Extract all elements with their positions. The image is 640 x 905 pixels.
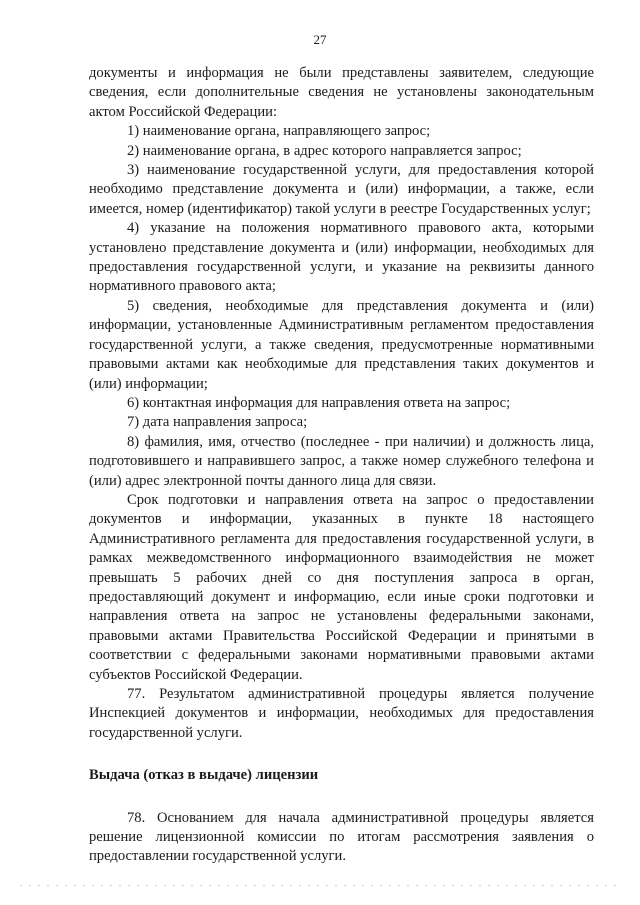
list-item-7: 7) дата направления запроса; bbox=[127, 414, 308, 431]
scan-artifact-line bbox=[20, 885, 620, 886]
list-item-8: 8) фамилия, имя, отчество (последнее - при наличии) и должность лица, подготовившего и направившего запрос, а также номер служебного телефона и (или) адрес электронной почты данного лица для связи. bbox=[89, 433, 594, 489]
list-item-3: 3) наименование государственной услуги, для предоставления которой необходимо представление документа и (или) информации, а также, если имеется, номер (идентификатор) такой услуги в реестре Государственных услуг; bbox=[89, 162, 594, 217]
section-heading: Выдача (отказ в выдаче) лицензии bbox=[89, 767, 319, 784]
list-item-6: 6) контактная информация для направления ответа на запрос; bbox=[127, 394, 511, 411]
paragraph-78: 78. Основанием для начала административной процедуры является решение лицензионной комиссии по итогам рассмотрения заявления о предоставлении государственной услуги. bbox=[89, 809, 594, 865]
list-item-4: 4) указание на положения нормативного правового акта, которыми установлено представление документа и (или) информации, необходимых для предоставления государственной услуги, и указание на реквизиты данного нормативного правового акта; bbox=[89, 220, 594, 295]
list-item-5: 5) сведения, необходимые для представления документа и (или) информации, установленные Административным регламентом предоставления государственной услуги, а также сведения, предусмотренные нормативными правовыми актами как необходимые для представления таких документов и (или) информации; bbox=[89, 297, 594, 392]
page-number: 27 bbox=[313, 32, 327, 47]
paragraph-deadline: Срок подготовки и направления ответа на запрос о предоставлении документов и информации, указанных в пункте 18 настоящего Административного регламента для предоставления государственной услуги, в рамках межведомственного информационного взаимодействия не может превышать 5 рабочих дней со дня поступления запроса в орган, предоставляющий документ и информацию, если иные сроки подготовки и направления ответа на запрос не установлены федеральными законами, правовыми актами Правительства Российской Федерации и принятыми в соответствии с федеральными законами нормативными правовыми актами субъектов Российской Федерации. bbox=[89, 491, 594, 683]
list-item-2: 2) наименование органа, в адрес которого направляется запрос; bbox=[127, 142, 522, 159]
paragraph-continuation: документы и информация не были представлены заявителем, следующие сведения, если дополнительные сведения не установлены законодательным актом Российской Федерации: bbox=[89, 65, 594, 120]
list-item-1: 1) наименование органа, направляющего запрос; bbox=[127, 123, 431, 140]
document-body bbox=[89, 64, 594, 867]
paragraph-77: 77. Результатом административной процедуры является получение Инспекцией документов и информации, необходимых для предоставления государственной услуги. bbox=[89, 686, 594, 741]
